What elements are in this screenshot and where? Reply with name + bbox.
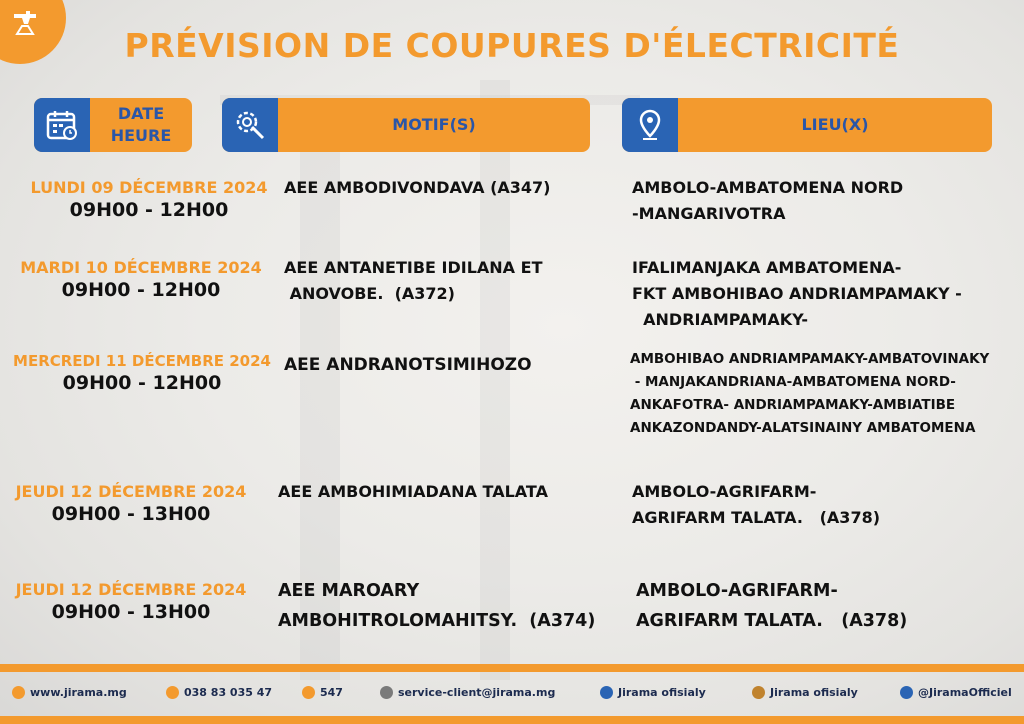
phone-number: 038 83 035 47 (184, 686, 273, 699)
phone-icon (166, 686, 179, 699)
row-date: MARDI 10 DÉCEMBRE 2024 (20, 258, 262, 277)
row-motif: AEE AMBODIVONDAVA (A347) (284, 178, 551, 197)
instagram-icon (752, 686, 765, 699)
row-motif: AEE AMBOHIMIADANA TALATA (278, 482, 548, 501)
twitter-link[interactable]: @JiramaOfficiel (918, 686, 1012, 699)
header-motif (222, 98, 590, 152)
header-motif-label: MOTIF(S) (392, 115, 476, 134)
header-lieu (622, 98, 992, 152)
row-time: 09H00 - 13H00 (51, 601, 211, 623)
footer-twitter[interactable] (900, 686, 1012, 699)
footer-instagram[interactable] (752, 686, 858, 699)
footer-email[interactable] (380, 686, 555, 699)
row-date: LUNDI 09 DÉCEMBRE 2024 (30, 178, 268, 197)
row-date-cell (0, 580, 262, 623)
row-lieu: AMBOLO-AGRIFARM- AGRIFARM TALATA. (A378) (632, 482, 881, 527)
facebook-link[interactable]: Jirama ofisialy (618, 686, 706, 699)
row-lieu: AMBOLO-AGRIFARM- AGRIFARM TALATA. (A378) (636, 581, 908, 631)
calendar-icon (34, 98, 90, 152)
row-date-cell (14, 178, 284, 221)
gear-wrench-icon (222, 98, 278, 152)
row-date: MERCREDI 11 DÉCEMBRE 2024 (13, 352, 271, 370)
globe-icon (12, 686, 25, 699)
footer-short-number (302, 686, 343, 699)
location-pin-icon (622, 98, 678, 152)
facebook-icon (600, 686, 613, 699)
row-date-cell (6, 352, 278, 394)
header-date-label: DATE HEURE (110, 104, 172, 145)
row-motif: AEE ANDRANOTSIMIHOZO (284, 355, 532, 375)
row-time: 09H00 - 12H00 (62, 372, 222, 394)
page-title: PRÉVISION DE COUPURES D'ÉLECTRICITÉ (124, 26, 900, 65)
footer-website[interactable] (12, 686, 127, 699)
row-date: JEUDI 12 DÉCEMBRE 2024 (15, 482, 247, 501)
row-date-cell (0, 482, 262, 525)
instagram-link[interactable]: Jirama ofisialy (770, 686, 858, 699)
row-lieu: IFALIMANJAKA AMBATOMENA- FKT AMBOHIBAO ANDRIAMPAMAKY - ANDRIAMPAMAKY- (632, 258, 962, 329)
email-icon (380, 686, 393, 699)
row-time: 09H00 - 13H00 (51, 503, 211, 525)
row-motif: AEE MAROARY AMBOHITROLOMAHITSY. (A374) (278, 581, 596, 631)
row-date: JEUDI 12 DÉCEMBRE 2024 (15, 580, 247, 599)
row-date-cell (6, 258, 276, 301)
header-date (34, 98, 192, 152)
short-number: 547 (320, 686, 343, 699)
row-motif: AEE ANTANETIBE IDILANA ET ANOVOBE. (A372) (284, 258, 543, 303)
row-time: 09H00 - 12H00 (61, 279, 221, 301)
header-lieu-label: LIEU(X) (801, 115, 869, 134)
twitter-icon (900, 686, 913, 699)
row-lieu: AMBOHIBAO ANDRIAMPAMAKY-AMBATOVINAKY - MANJAKANDRIANA-AMBATOMENA NORD- ANKAFOTRA- ANDRIAMPAMAKY-AMBIATIBE ANKAZONDANDY-ALATSINAINY AMBATOMENA (630, 351, 990, 436)
footer-facebook[interactable] (600, 686, 706, 699)
email-link[interactable]: service-client@jirama.mg (398, 686, 556, 699)
footer-top-bar (0, 664, 1024, 672)
row-lieu: AMBOLO-AMBATOMENA NORD -MANGARIVOTRA (632, 178, 904, 223)
footer-bottom-bar (0, 716, 1024, 724)
headset-icon (302, 686, 315, 699)
row-time: 09H00 - 12H00 (69, 199, 229, 221)
footer-phone (166, 686, 272, 699)
website-link[interactable]: www.jirama.mg (30, 686, 127, 699)
